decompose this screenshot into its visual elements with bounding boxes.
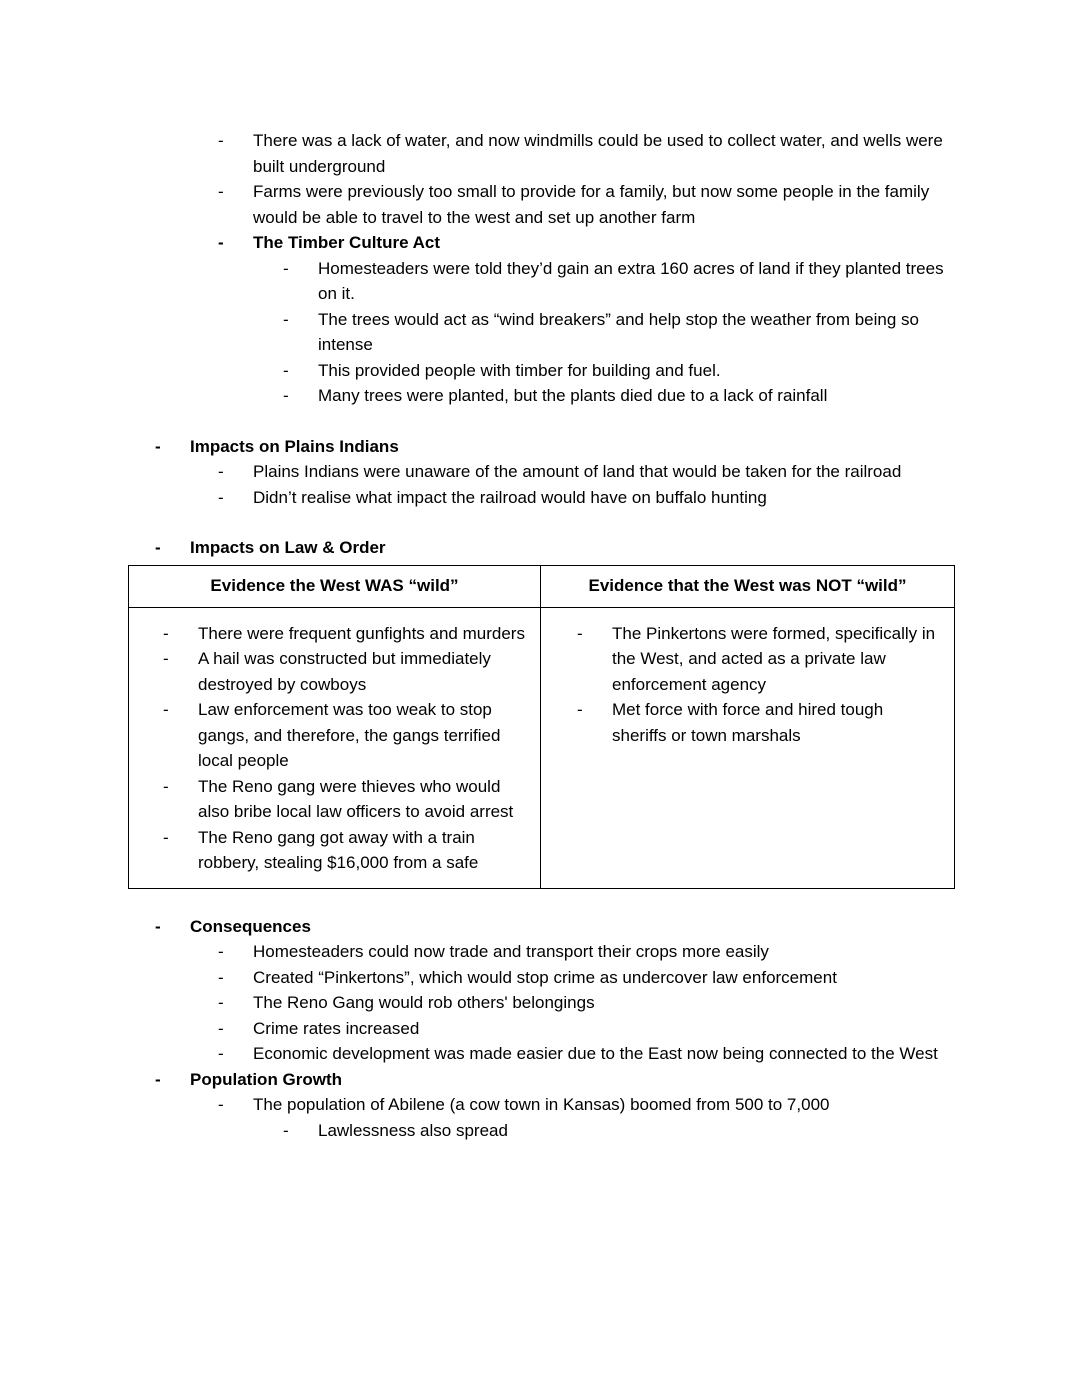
- bullet-dash: -: [218, 462, 224, 481]
- bullet-dash: -: [283, 258, 289, 278]
- bullet-dash: -: [218, 1095, 224, 1114]
- list-item: [0, 1092, 950, 1118]
- bullet-dash: -: [163, 649, 169, 668]
- list-item-text: Crime rates increased: [253, 1018, 420, 1038]
- list-item: [129, 774, 528, 825]
- bullet-dash: -: [218, 993, 224, 1012]
- list-item-text: Homesteaders were told they’d gain an extra 160 acres of land if they planted trees on it.: [318, 258, 944, 303]
- heading-text: Consequences: [190, 916, 311, 936]
- list-item: [129, 646, 528, 697]
- list-item: [0, 485, 950, 511]
- bullet-dash: -: [218, 182, 224, 201]
- bullet-dash: -: [163, 700, 169, 719]
- list-item: [0, 358, 950, 384]
- list-item-text: The Pinkertons were formed, specifically in the West, and acted as a private law enforcement agency: [612, 623, 936, 694]
- bullet-dash: -: [577, 623, 583, 643]
- bullet-dash: -: [218, 131, 224, 150]
- list-item: [0, 383, 950, 409]
- table-cell-west-not-wild: [541, 608, 954, 888]
- bullet-dash: -: [163, 827, 169, 847]
- heading-population-growth: [0, 1067, 950, 1093]
- bullet-dash: -: [218, 1018, 224, 1038]
- heading-impacts-plains-indians: [0, 434, 950, 460]
- bullet-dash: -: [218, 967, 224, 987]
- bullet-dash: -: [577, 700, 583, 719]
- heading-timber-culture-act: [0, 230, 950, 256]
- bullet-dash: -: [283, 1120, 289, 1140]
- list-item: [129, 621, 528, 647]
- list-item-text: Didn’t realise what impact the railroad would have on buffalo hunting: [253, 487, 767, 507]
- bullet-dash: -: [218, 942, 224, 961]
- law-order-evidence-table: [128, 565, 955, 889]
- heading-text: Population Growth: [190, 1069, 343, 1089]
- list-item-text: Met force with force and hired tough sheriffs or town marshals: [612, 700, 884, 745]
- list-item-text: Created “Pinkertons”, which would stop crime as undercover law enforcement: [253, 967, 837, 987]
- list-item: [0, 307, 950, 358]
- list-item: [129, 697, 528, 774]
- bullet-dash: -: [283, 386, 289, 405]
- heading-text: Impacts on Law & Order: [190, 538, 386, 557]
- table-header-west-was-wild: Evidence the West WAS “wild”: [129, 566, 541, 607]
- list-item-text: Homesteaders could now trade and transport their crops more easily: [253, 942, 769, 961]
- heading-impacts-law-order: [0, 535, 950, 561]
- list-item: [541, 621, 942, 698]
- list-item: [129, 825, 528, 876]
- list-item: [0, 459, 950, 485]
- heading-text: The Timber Culture Act: [253, 233, 441, 252]
- list-item-text: The Reno gang were thieves who would also bribe local law officers to avoid arrest: [198, 776, 514, 821]
- list-item: [0, 256, 950, 307]
- list-item-text: Law enforcement was too weak to stop gangs, and therefore, the gangs terrified local people: [198, 700, 501, 770]
- table-cell-west-was-wild: [129, 608, 541, 888]
- list-item-text: Farms were previously too small to provide for a family, but now some people in the family would be able to travel to the west and set up another farm: [253, 182, 930, 227]
- list-item: [0, 128, 950, 179]
- list-item: [0, 1016, 950, 1042]
- heading-consequences: [0, 914, 950, 940]
- list-item-text: Many trees were planted, but the plants died due to a lack of rainfall: [318, 386, 828, 405]
- list-item: [0, 965, 950, 991]
- bullet-dash: -: [218, 1044, 224, 1063]
- list-item-text: The Reno Gang would rob others' belongings: [253, 993, 595, 1012]
- list-item: [541, 697, 942, 748]
- bullet-dash: -: [155, 916, 161, 936]
- bullet-dash: -: [283, 309, 289, 329]
- list-item-text: The population of Abilene (a cow town in Kansas) boomed from 500 to 7,000: [253, 1095, 830, 1114]
- blank-line: [0, 409, 950, 434]
- list-item-text: The Reno gang got away with a train robbery, stealing $16,000 from a safe: [198, 827, 479, 872]
- bullet-dash: -: [283, 360, 289, 380]
- list-item: [0, 1118, 950, 1144]
- bullet-dash: -: [163, 776, 169, 796]
- bullet-dash: -: [218, 233, 224, 252]
- table-header-west-not-wild: Evidence that the West was NOT “wild”: [588, 576, 907, 596]
- list-item-text: There were frequent gunfights and murders: [198, 623, 525, 643]
- blank-line: [0, 510, 950, 535]
- list-item: [0, 990, 950, 1016]
- list-item-text: Economic development was made easier due to the East now being connected to the West: [253, 1044, 938, 1063]
- list-item-text: Plains Indians were unaware of the amount of land that would be taken for the railroad: [253, 462, 902, 481]
- list-item-text: This provided people with timber for building and fuel.: [318, 360, 721, 380]
- list-item-text: The trees would act as “wind breakers” and help stop the weather from being so intense: [318, 309, 919, 354]
- bullet-dash: -: [163, 623, 169, 643]
- heading-text: Impacts on Plains Indians: [190, 436, 399, 456]
- bullet-dash: -: [218, 487, 224, 507]
- bullet-dash: -: [155, 1069, 161, 1089]
- list-item: [0, 939, 950, 965]
- bullet-dash: -: [155, 436, 161, 456]
- list-item-text: A hail was constructed but immediately destroyed by cowboys: [198, 649, 491, 694]
- bullet-dash: -: [155, 538, 161, 557]
- list-item: [0, 179, 950, 230]
- table-header-row: [129, 566, 954, 608]
- table-body-row: [129, 608, 954, 888]
- list-item: [0, 1041, 950, 1067]
- list-item-text: There was a lack of water, and now windmills could be used to collect water, and wells were built underground: [253, 131, 943, 176]
- list-item-text: Lawlessness also spread: [318, 1120, 508, 1140]
